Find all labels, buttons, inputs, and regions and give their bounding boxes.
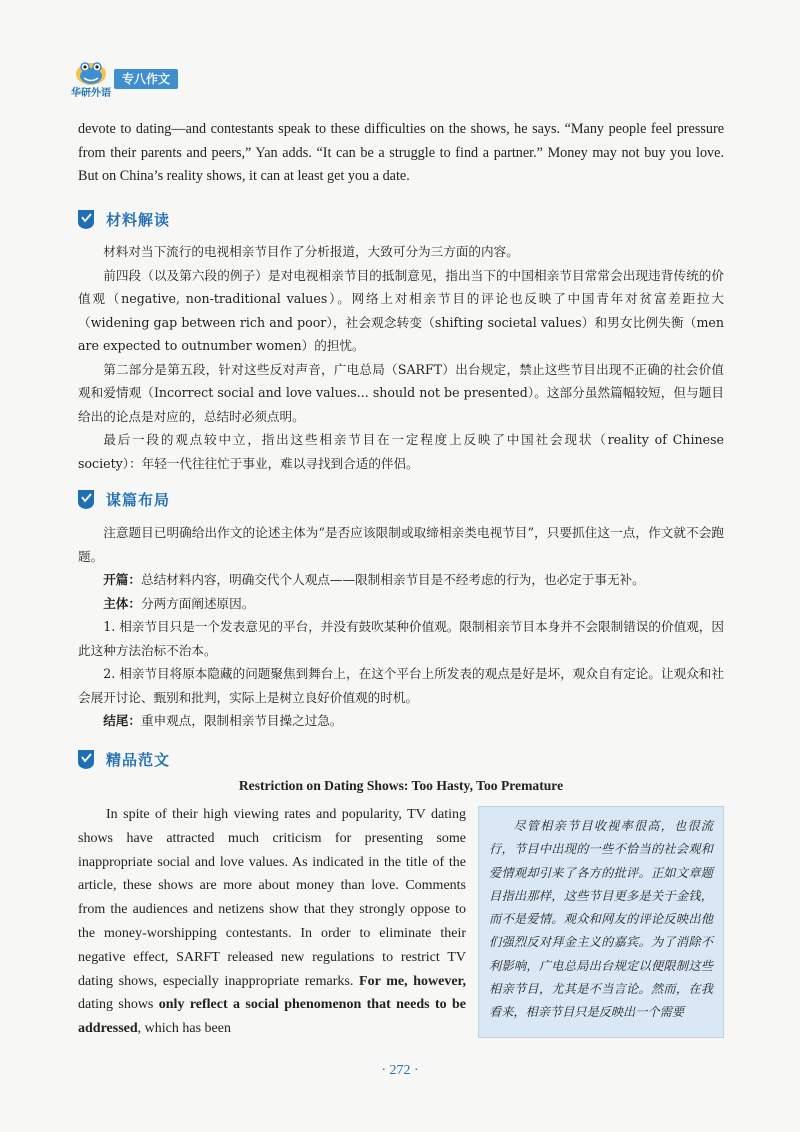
essay-text: dating shows — [78, 997, 159, 1013]
section-badge-icon — [76, 488, 96, 510]
section-heading-sample — [76, 747, 170, 771]
essay-text: , which has been — [137, 1021, 231, 1037]
body-label: 主体： — [103, 595, 141, 611]
paragraph: 材料对当下流行的电视相亲节目作了分析报道，大致可分为三方面的内容。 — [103, 244, 519, 259]
translation-panel — [478, 806, 724, 1038]
page-number: · 272 · — [381, 1063, 419, 1078]
section-badge-icon — [76, 748, 96, 770]
translation-text: 尽管相亲节目收视率很高，也很流行，节目中出现的一些不恰当的社会观和爱情观却引来了各方的批评。正如文章题目指出那样，这些节目更多是关于金钱，而不是爱情。观众和网友的评论反映出他们强烈反对拜金主义的嘉宾。为了消除不利影响，广电总局出台规定以便限制这些相亲节目，尤其是不当言论。然而，在我看来，相亲节目只是反映出一个需要 — [489, 819, 713, 1020]
ending-line — [78, 709, 724, 733]
essay-title: Restriction on Dating Shows: Too Hasty, Too Premature — [238, 778, 564, 793]
section-title: 谋篇布局 — [106, 490, 171, 509]
essay-paragraph — [78, 803, 466, 1041]
section-title: 精品范文 — [106, 750, 171, 769]
section-heading-materials — [76, 207, 170, 231]
opening-label: 开篇： — [103, 572, 141, 587]
ending-label: 结尾： — [103, 713, 141, 728]
paragraph: 第二部分是第五段，针对这些反对声音，广电总局（SARFT）出台规定，禁止这些节目出现不正确的社会价值观和爱情观（Incorrect social and love values... should not be presented）。这部分虽然篇幅较短，但与题目给出的论点是对应的，总结时必须点明。 — [78, 361, 724, 424]
section-badge-icon — [76, 208, 96, 230]
essay-layout — [78, 521, 724, 733]
paragraph: 注意题目已明确给出作文的论述主体为“是否应该限制或取缔相亲类电视节目”，只要抓住这一点，作文就不会跑题。 — [78, 525, 724, 564]
body-line — [78, 592, 724, 616]
section-heading-layout — [76, 487, 170, 511]
paragraph: 最后一段的观点较中立，指出这些相亲节目在一定程度上反映了中国社会现状（reality of Chinese society）：年轻一代往往忙于事业，难以寻找到合适的伴侣。 — [78, 432, 724, 471]
ending-text: 重申观点，限制相亲节目操之过急。 — [140, 713, 343, 728]
opening-line — [78, 568, 724, 592]
essay-text: In spite of their high viewing rates and popularity, TV dating shows have attracted much criticism for presenting some inappropriate social and love values. As indicated in the title of the article, these shows are more about money than love. Comments from the audiences and netizens show that they strongly oppose to the money-worshipping contestants. In order to eliminate their negative effect, SARFT released new regulations to restrict TV dating shows, especially inappropriate remarks. — [78, 807, 466, 989]
intro-paragraph: devote to dating—and contestants speak to these difficulties on the shows, he says. “Many people feel pressure from their parents and peers,” Yan adds. “It can be a struggle to find a partner.” Money may not buy you love. But on China’s reality shows, it can at least get you a date. — [78, 121, 724, 184]
essay-emphasis: For me, however, — [359, 973, 466, 989]
point-1: 1. 相亲节目只是一个发表意见的平台，并没有鼓吹某种价值观。限制相亲节目本身并不会限制错误的价值观，因此这种方法治标不治本。 — [78, 619, 724, 658]
essay-emphasis: only reflect a social phenomenon that needs to be addressed — [78, 997, 466, 1037]
opening-text: 总结材料内容，明确交代个人观点——限制相亲节目是不经考虑的行为，也必定于事无补。 — [140, 572, 645, 587]
point-2: 2. 相亲节目将原本隐藏的问题聚焦到舞台上，在这个平台上所发表的观点是好是坏，观众自有定论。让观众和社会展开讨论、甄别和批判，实际上是树立良好价值观的时机。 — [78, 666, 724, 705]
materials-analysis — [78, 240, 724, 475]
logo-text: 华研外语 — [71, 88, 111, 99]
section-title: 材料解读 — [106, 210, 171, 229]
series-tag: 专八作文 — [114, 69, 178, 89]
body-text: 分两方面阐述原因。 — [140, 595, 255, 611]
paragraph: 前四段（以及第六段的例子）是对电视相亲节目的抵制意见，指出当下的中国相亲节目常常会出现违背传统的价值观（negative, non-traditional values）。网络上对相亲节目的评论也反映了中国青年对贫富差距拉大（widening gap between rich and poor），社会观念转变（shifting societal values）和男女比例失衡（men are expected to outnumber women）的担忧。 — [78, 267, 724, 353]
essay-english — [78, 803, 466, 1041]
